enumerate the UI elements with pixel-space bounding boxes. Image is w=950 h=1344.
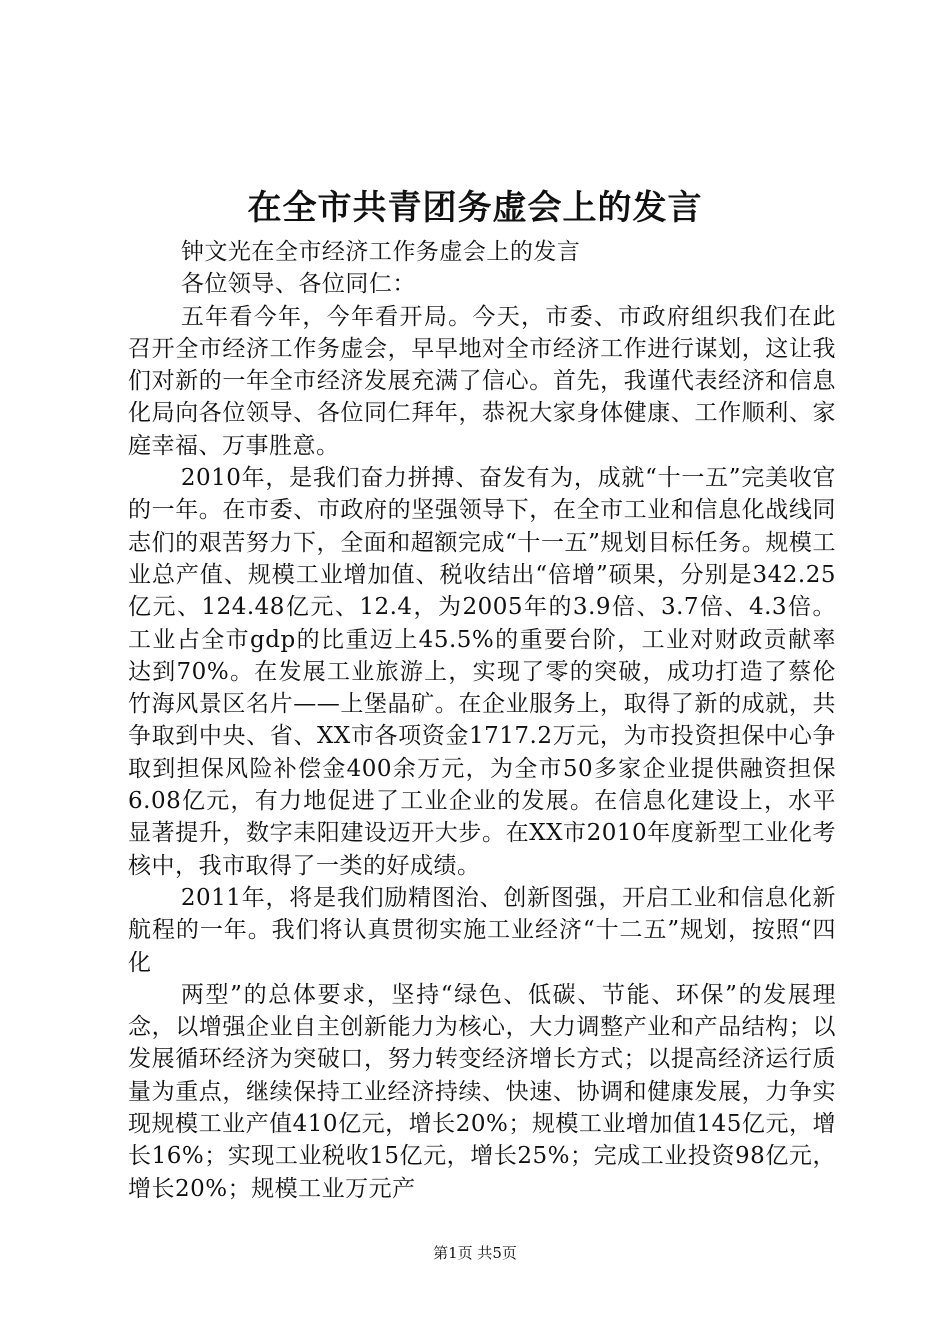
paragraph: 两型”的总体要求，坚持“绿色、低碳、节能、环保”的发展理念，以增强企业自主创新能力为核心，大力调整产业和产品结构；以发展循环经济为突破口，努力转变经济增长方式；以提高经济运行质量为重点，继续保持工业经济持续、快速、协调和健康发展，力争实现规模工业产值410亿元，增长20%；规模工业增加值145亿元，增长16%；实现工业税收15亿元，增长25%；完成工业投资98亿元，增长20%；规模工业万元产	[128, 981, 836, 1202]
page-footer: 第1页 共5页	[433, 1244, 517, 1262]
paragraph: 五年看今年，今年看开局。今天，市委、市政府组织我们在此召开全市经济工作务虚会，早早地对全市经济工作进行谋划，这让我们对新的一年全市经济发展充满了信心。首先，我谨代表经济和信息化局向各位领导、各位同仁拜年，恭祝大家身体健康、工作顺利、家庭幸福、万事胜意。	[128, 303, 836, 459]
paragraph: 2011年，将是我们励精图治、创新图强，开启工业和信息化新航程的一年。我们将认真贯彻实施工业经济“十二五”规划，按照“四化	[128, 884, 836, 976]
paragraph-subtitle: 钟文光在全市经济工作务虚会上的发言	[180, 239, 581, 265]
document-title: 在全市共青团务虚会上的发言	[247, 188, 703, 228]
document-body	[128, 236, 836, 1205]
paragraph-salutation: 各位领导、各位同仁：	[180, 271, 416, 298]
paragraph: 2010年，是我们奋力拼搏、奋发有为，成就“十一五”完美收官的一年。在市委、市政府的坚强领导下，在全市工业和信息化战线同志们的艰苦努力下，全面和超额完成“十一五”规划目标任务。规模工业总产值、规模工业增加值、税收结出“倍增”硕果，分别是342.25亿元、124.48亿元、12.4，为2005年的3.9倍、3.7倍、4.3倍。工业占全市gdp的比重迈上45.5%的重要台阶，工业对财政贡献率达到70%。在发展工业旅游上，实现了零的突破，成功打造了蔡伦竹海风景区名片——上堡晶矿。在企业服务上，取得了新的成就，共争取到中央、省、XX市各项资金1717.2万元，为市投资担保中心争取到担保风险补偿金400余万元，为全市50多家企业提供融资担保6.08亿元，有力地促进了工业企业的发展。在信息化建设上，水平显著提升，数字耒阳建设迈开大步。在XX市2010年度新型工业化考核中，我市取得了一类的好成绩。	[128, 465, 837, 879]
